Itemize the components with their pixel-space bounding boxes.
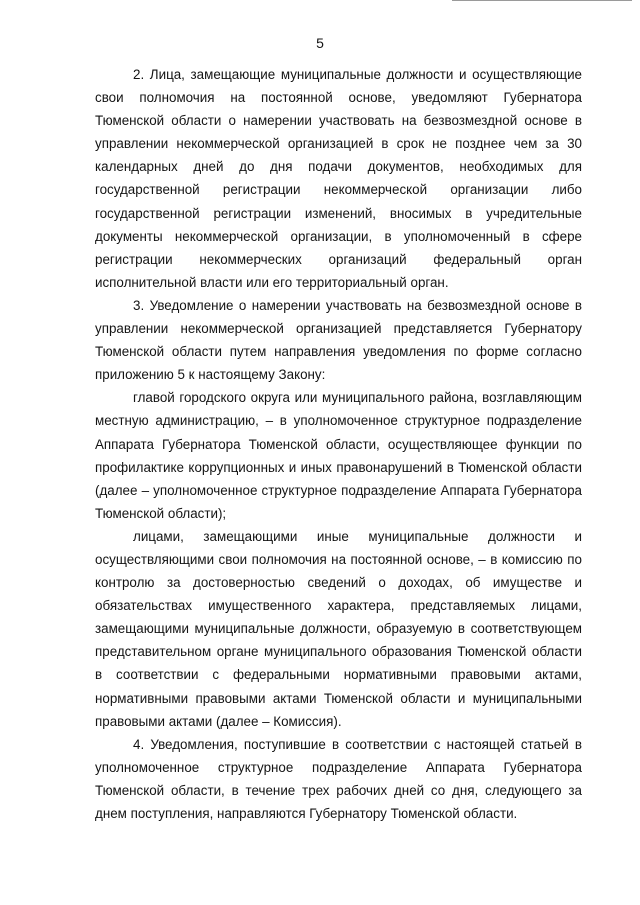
paragraph-subitem-head: главой городского округа или муниципального района, возглавляющим местную администрацию, – в уполномоченное структурное подразделение Аппарата Губернатора Тюменской области, осуществляющее функции по профилактике коррупционных и иных правонарушений в Тюменской области (далее – уполномоченное структурное подразделение Аппарата Губернатора Тюменской области);	[95, 390, 582, 521]
paragraph-item-3: 3. Уведомление о намерении участвовать на безвозмездной основе в управлении некоммерческой организацией представляется Губернатору Тюменской области путем направления уведомления по форме согласно приложению 5 к настоящему Закону:	[95, 297, 582, 383]
scan-edge-line	[452, 0, 632, 3]
paragraph-item-4: 4. Уведомления, поступившие в соответствии с настоящей статьей в уполномоченное структурное подразделение Аппарата Губернатора Тюменской области, в течение трех рабочих дней со дня, следующего за днем поступления, направляются Губернатору Тюменской области.	[95, 736, 582, 821]
paragraph-subitem-other: лицами, замещающими иные муниципальные должности и осуществляющими свои полномочия на постоянной основе, – в комиссию по контролю за достоверностью сведений о доходах, об имуществе и обязательствах имущественного характера, представляемых лицами, замещающими муниципальные должности, образуемую в соответствующем представительном органе муниципального образования Тюменской области в соответствии с федеральными нормативными правовыми актами, нормативными правовыми актами Тюменской области и муниципальными правовыми актами (далее – Комиссия).	[95, 528, 582, 729]
page-number: 5	[316, 35, 324, 51]
paragraph-item-2: 2. Лица, замещающие муниципальные должности и осуществляющие свои полномочия на постоянной основе, уведомляют Губернатора Тюменской области о намерении участвовать на безвозмездной основе в управлении некоммерческой организацией в срок не позднее чем за 30 календарных дней до дня подачи документов, необходимых для государственной регистрации некоммерческой организации либо государственной регистрации изменений, вносимых в учредительные документы некоммерческой организации, в уполномоченный в сфере регистрации некоммерческих организаций федеральный орган исполнительной власти или его территориальный орган.	[95, 67, 582, 290]
document-body	[95, 63, 582, 825]
